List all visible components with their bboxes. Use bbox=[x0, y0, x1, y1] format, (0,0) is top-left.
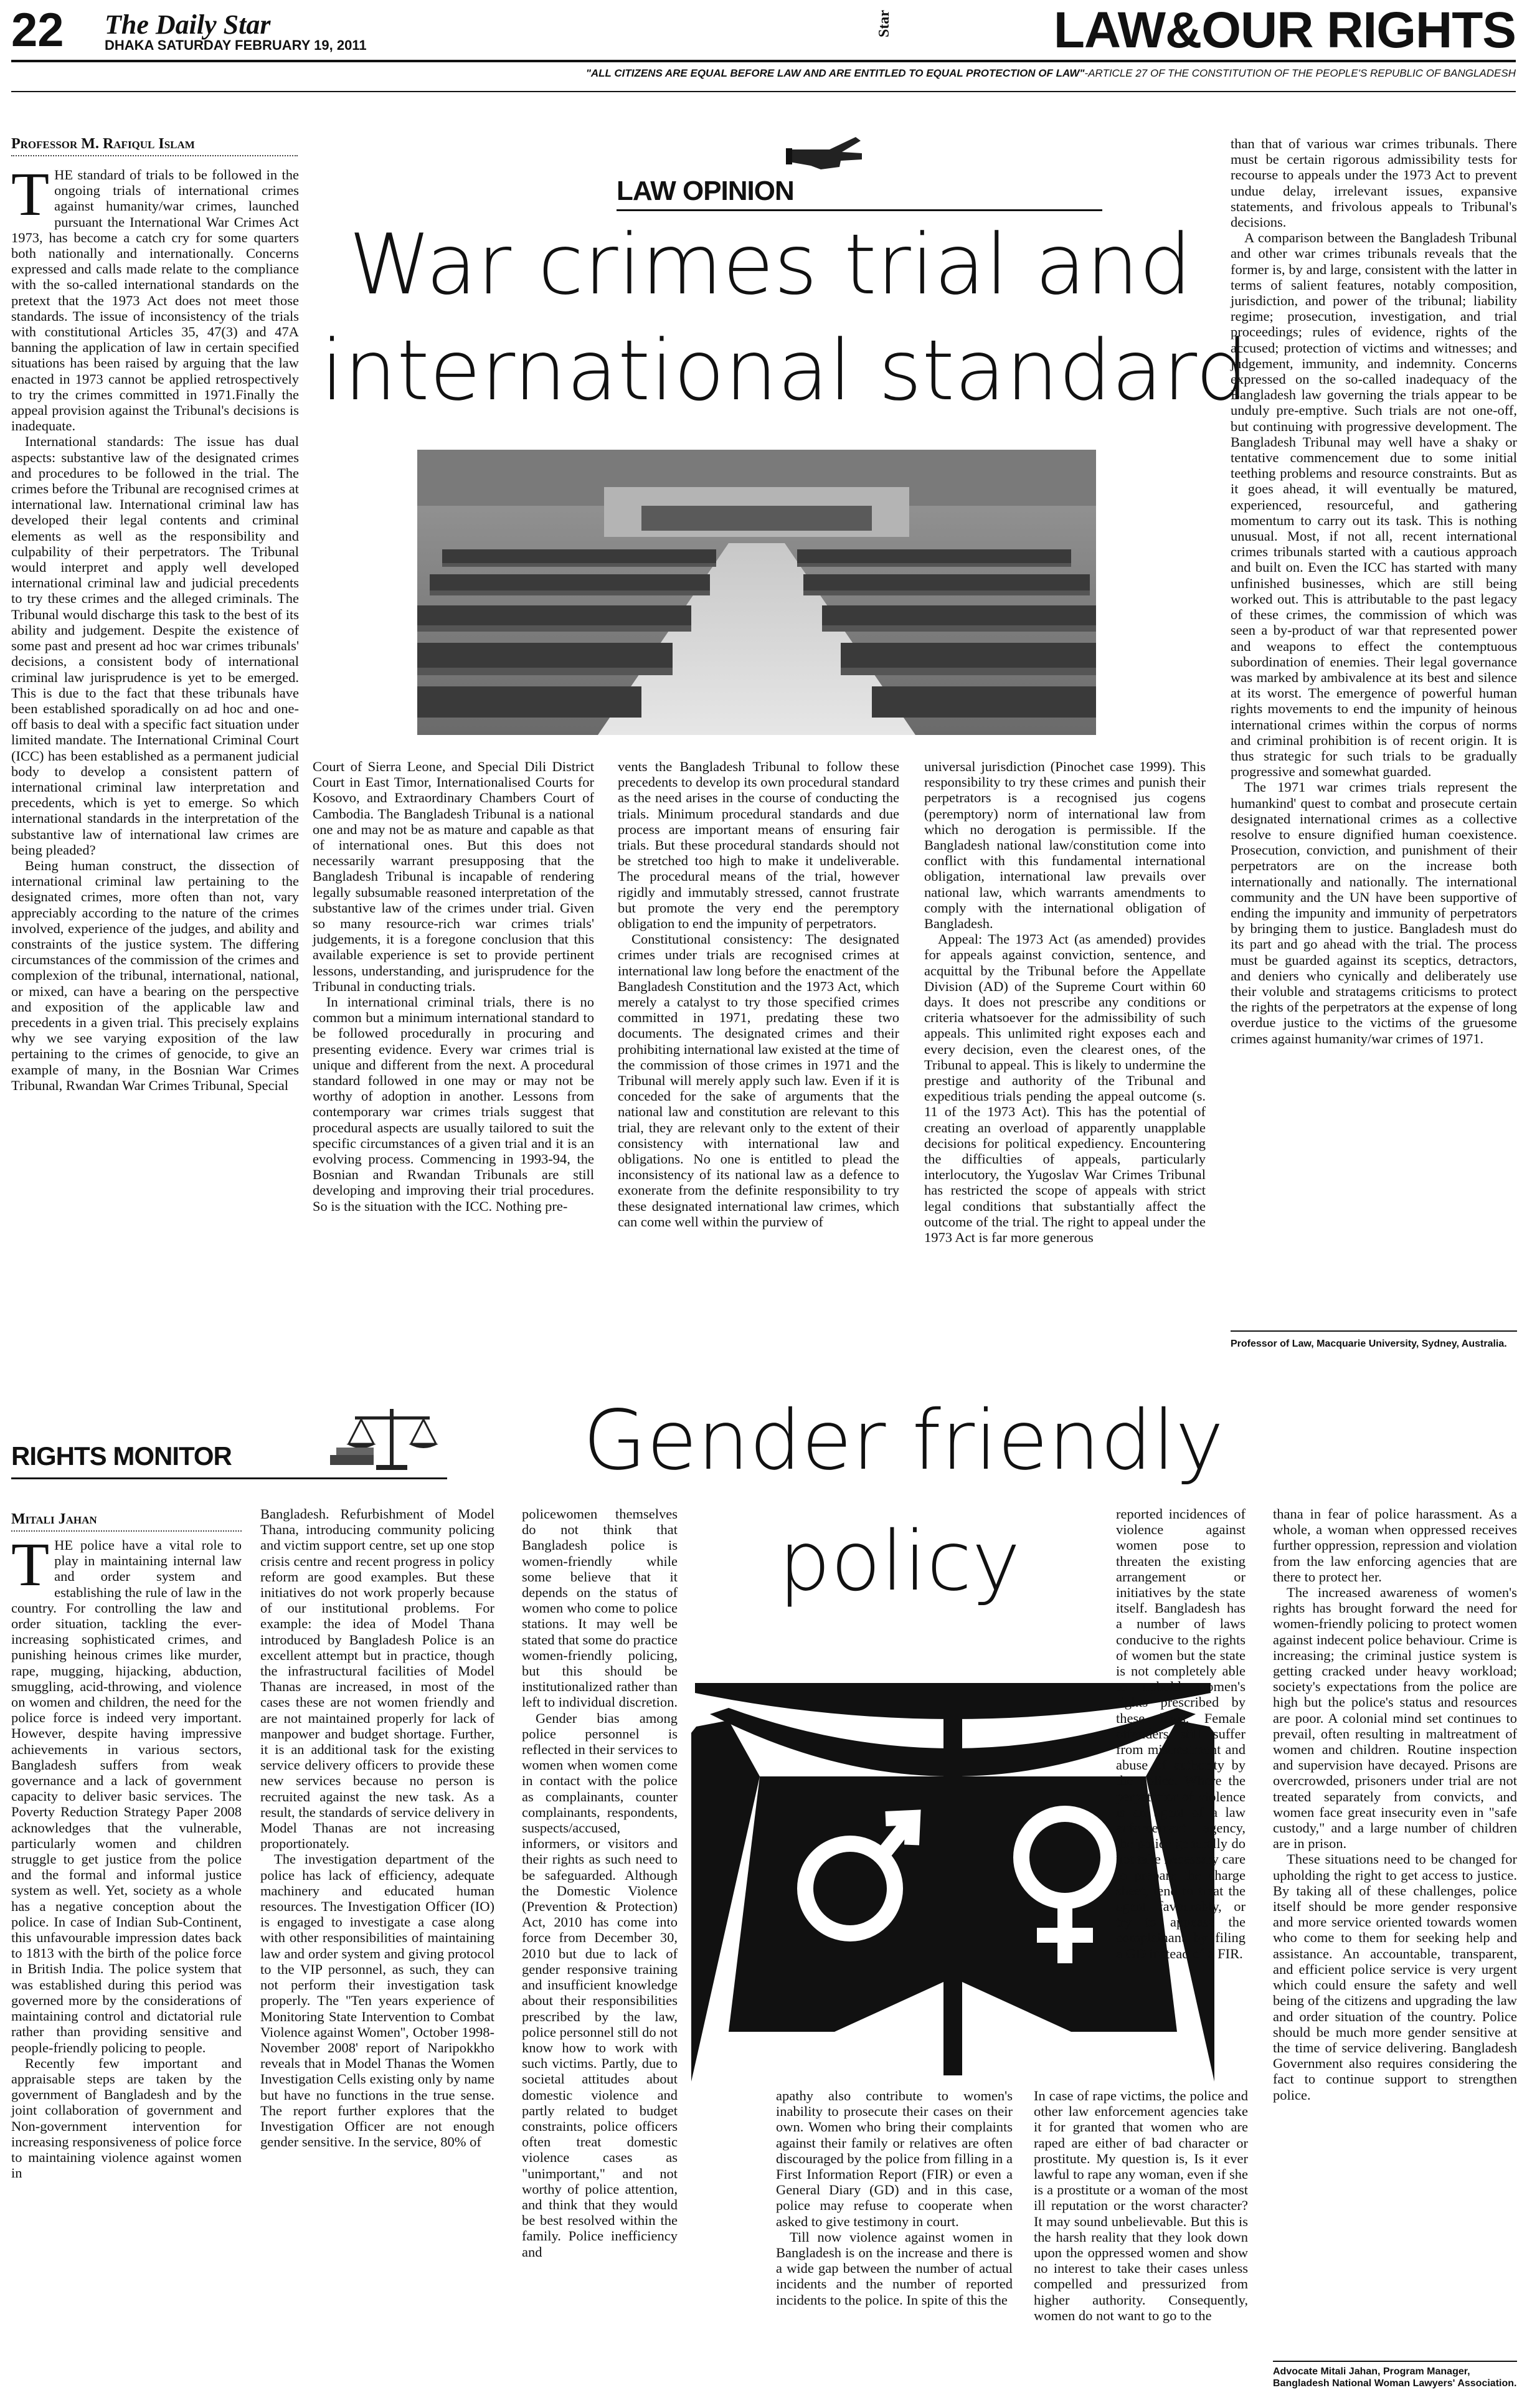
article1-column-2 bbox=[313, 759, 594, 1214]
article2-column-5b bbox=[1034, 2088, 1248, 2323]
paragraph: The increased awareness of women's rights has brought forward the need for women-friendly policing to protect women against indecent police behaviour. Crime is increasing; the criminal justice system is getting cracked under heavy workload; society's expectations from the police are high but the police's status and resources are poor. A colonial mind set continues to prevail, often resulting in maltreatment of women and children. Routine inspection and supervision have decayed. Prisons are overcrowded, prisoners under trial are not treated separately from convicts, and women face great insecurity even in "safe custody," and a large number of children are in prison. bbox=[1273, 1585, 1517, 1852]
article1-kicker: LAW OPINION bbox=[617, 176, 794, 206]
paragraph: In case of rape victims, the police and other law enforcement agencies take it for granted that women who are raped are either of bad character or prostitute. My question is, Is it ever lawful to rape any woman, even if she is a prostitute or a woman of the most ill reputation or the worst character? It may sound unbelievable. But this is the harsh reality that they look down upon the oppressed women and show no interest to take their cases unless compelled and pressurized from higher authority. Consequently, women do not want to go to the bbox=[1034, 2088, 1248, 2323]
kicker-rule bbox=[617, 209, 1102, 211]
paragraph-text: HE police have a vital role to play in maintaining internal law and order system and establishing the rule of law in the country. For controlling the law and order situation, tackling the ever-increasing sophisticated crimes, and punishing heinous crimes like murder, rape, mugging, hijacking, abduction, smuggling, acid-throwing, and violence on women and children, the need for the police force is indeed very important. However, despite having impressive achievements in various sectors, Bangladesh suffers from weak governance and a lack of government capacity to deliver basic services. The Poverty Reduction Strategy Paper 2008 acknowledges that the vulnerable, particularly women and children struggle to get justice from the police and the formal and informal justice system as well. Yet, society as a whole has a negative conception about the police. In case of Indian Sub-Continent, this unfavourable impression dates back to 1813 with the birth of the police force in British India. The police system that was established during this period was governed more by the considerations of maintaining control and dictatorial rule rather than providing sensitive and people-friendly policing to people. bbox=[11, 1537, 242, 2055]
constitution-quote bbox=[11, 67, 1516, 80]
bio-rule bbox=[1273, 2361, 1517, 2362]
article2-headline-line2: policy bbox=[778, 1514, 1021, 1609]
masthead bbox=[11, 2, 1516, 59]
section-title: LAW&OUR RIGHTS bbox=[1053, 2, 1516, 59]
dateline: DHAKA SATURDAY FEBRUARY 19, 2011 bbox=[105, 37, 367, 53]
paragraph: A comparison between the Bangladesh Tribunal and other war crimes tribunals reveals that the former is, by and large, consistent with the latter in terms of salient features, notably composition, jurisdiction, and power of the tribunal; liability regime; prosecution, investigation, and trial proceedings; rules of evidence, rights of the accused; protection of victims and witnesses; and judgement, immunity, and indemnity. Concerns expressed on the so-called inadequacy of the Bangladesh law governing the trials appear to be unduly pre-emptive. Such trials are not one-off, but continuing with progressive development. The Bangladesh Tribunal may well have a shaky or tentative commencement due to some initial teething problems and resource constraints. But as it goes ahead, it will eventually be matured, experienced, resourceful, and gathering momentum to carry out its task. This is nothing unusual. Most, if not all, recent international crimes tribunals started with a cautious approach and built on. Even the ICC has started with many unfinished businesses, which are still being worked out. This is attributable to the past legacy of these crimes, the commission of which was seen a by-product of war that represented power and weapons to effect the contemptuous subordination of enemies. Their legal governance was marked by ambivalence at its best and silence at its worst. The emergence of powerful human rights movements to end the impunity of heinous international crimes within the corpus of norms and criminal prohibition is of recent origin. It is thus strategic for such trials to be gradually progressive and somewhat guarded. bbox=[1231, 230, 1517, 780]
paragraph: than that of various war crimes tribunals. There must be certain rigorous admissibility tests for recourse to appeals under the 1973 Act to prevent undue delay, irrelevant issues, expansive statements, and frivolous appeals to Tribunal's decisions. bbox=[1231, 136, 1517, 230]
article2-author-bio: Advocate Mitali Jahan, Program Manager, Bangladesh National Woman Lawyers' Association. bbox=[1273, 2366, 1517, 2389]
paragraph: International standards: The issue has dual aspects: substantive law of the designated crimes and procedures to be followed in the trial. The crimes before the Tribunal are recognised crimes at international law. International criminal law has developed their legal contents and criminal elements as well as the responsibility and culpability of their perpetrators. The Tribunal would interpret and apply well developed international criminal law and judicial precedents to try these crimes and the alleged criminals. The Tribunal would discharge this task to the best of its ability and judgement. Despite the existence of some past and present ad hoc war crimes tribunals' decisions, a consistent body of international criminal law jurisprudence is yet to be emerged. This is due to the fact that these tribunals have been established sporadically on ad hoc and one-off basis to deal with a specific fact situation under limited mandate. The International Criminal Court (ICC) has been established as a permanent judicial body to develop a consistent pattern of international criminal law interpretation and precedents, which is yet to emerge. So which international standards in the interpretation of the substantive law of international law crimes are being pleaded? bbox=[11, 434, 299, 858]
paragraph: reported incidences of violence against women pose to threaten the existing arrangement or initiatives by the state itself. Bangladesh has a number of laws conducive to the rights of women but the state is not completely able to uphold women's rights prescribed by these laws. Female offenders still suffer from mistreatment and abuse of authority by the police. Where the perpetrator of violence is an agent of a law enforcement agency, the police generally do not take necessary care to prepare the charge sheet, tend to treat the agent favourably, or try to appease the complainant by filing a GD instead of a FIR. bbox=[1116, 1506, 1246, 1961]
paragraph: thana in fear of police harassment. As a whole, a woman when oppressed receives further oppression, repression and violation from the law enforcing agencies that are there to protect her. bbox=[1273, 1506, 1517, 1585]
newspaper-brand: The Daily Star bbox=[105, 9, 271, 40]
dropcap: T bbox=[11, 1530, 50, 1599]
paragraph: Appeal: The 1973 Act (as amended) provides for appeals against conviction, sentence, and acquittal by the Tribunal before the Appellate Division (AD) of the Supreme Court within 60 days. It does not prescribe any conditions or criteria whatsoever for the admissibility of such appeals. This unlimited right exposes each and every decision, even the clearest ones, of the Tribunal to appeal. This is likely to undermine the prestige and authority of the Tribunal and expeditious trials pending the appeal outcome (s. 11 of the 1973 Act). This has the potential of creating an overload of apparently unapplable decisions for political expediency. Encountering the difficulties of appeals, particularly interlocutory, the Yugoslav War Crimes Tribunal has restricted the scope of appeals with strict legal conditions that substantially affect the outcome of the trial. The right to appeal under the 1973 Act is far more generous bbox=[924, 931, 1206, 1246]
courtroom-photo-icon bbox=[417, 450, 1096, 735]
star-mark: Star bbox=[876, 10, 892, 37]
paragraph: Constitutional consistency: The designated crimes under trials are recognised crimes at international law long before the enactment of the Bangladesh Constitution and the 1973 Act, which merely a catalyst to try those specified crimes committed in 1971, predating these two documents. The designated crimes and their prohibiting international law existed at the time of the commission of those crimes in 1971 and the Tribunal will merely apply such law. Even if it is conceded for the sake of arguments that the national law and constitution are relevant to this trial, they are relevant only to the extent of their consistency with international law and obligations. No one is entitled to plead the inconsistency of its national law as a defence to exonerate from the definite responsibility to try these designated international law crimes, which can come well within the purview of bbox=[618, 931, 899, 1230]
paragraph: policewomen themselves do not think that Bangladesh police is women-friendly while some believe that it depends on the status of women who come to police stations. It may well be stated that some do practice women-friendly policing, but this should be institutionalized rather than left to individual discretion. bbox=[522, 1506, 678, 1710]
article1-headline-line1: War crimes trial and bbox=[349, 216, 1193, 313]
paragraph: apathy also contribute to women's inability to prosecute their cases on their own. Women who bring their complaints against their family or relatives are often discouraged by the police from filling in a First Information Report (FIR) or even a General Diary (GD) and in this case, police may refuse to cooperate when asked to give testimony in court. bbox=[776, 2088, 1013, 2229]
paragraph: Being human construct, the dissection of international criminal law pertaining to the designated crimes, more often than not, vary appreciably according to the nature of the crimes involved, experience of the judges, and ability and constraints of the justice system. The differing circumstances of the commission of the crimes and complexion of the tribunal, international, national, or mixed, can have a bearing on the perspective and exposition of the applicable law and precedents in a given trial. This precisely explains why we see varying exposition of the law pertaining to the crimes of genocide, to give an example of many, in the Bosnian War Crimes Tribunal, Rwandan War Crimes Tribunal, Special bbox=[11, 857, 299, 1093]
article1-headline-line2: international standard bbox=[321, 322, 1249, 419]
article1-column-4 bbox=[924, 759, 1206, 1245]
paragraph: Bangladesh. Refurbishment of Model Thana, introducing community policing and victim support centre, set up one stop crisis centre and recent progress in policy reform are good examples. But these initiatives do not work properly because of our institutional problems. For example: the idea of Model Thana introduced by Bangladesh Police is an excellent attempt but in practice, though the infrastructural facilities of Model Thanas are increased, in most of the cases these are not women friendly and are not maintained properly for lack of manpower and budget shortage. Further, it is an additional task for the existing service delivery officers to provide these new services because no person is recruited against the new task. As a result, the standards of service delivery in Model Thanas are not increasing proportionately. bbox=[260, 1506, 494, 1852]
courtroom-photo bbox=[417, 450, 1096, 735]
paragraph: The investigation department of the police has lack of efficiency, adequate machinery and educated human resources. The Investigation Officer (IO) is engaged to investigate a case along with other responsibilities of maintaining law and order system and giving protocol to the VIP personnel, as such, they can not perform their investigation task properly. The ''Ten years experience of Monitoring State Intervention to Combat Violence against Women'', October 1998-November 2008' report of Naripokkho reveals that in Model Thanas the Women Investigation Cells existing only by name but have no functions in the true sense. The report further explores that the Investigation Officer are not enough gender sensitive. In the service, 80% of bbox=[260, 1851, 494, 2150]
article1-column-5 bbox=[1231, 136, 1517, 1046]
article1-column-3 bbox=[618, 759, 899, 1230]
quote-text: "ALL CITIZENS ARE EQUAL BEFORE LAW AND ARE ENTITLED TO EQUAL PROTECTION OF LAW" bbox=[585, 67, 1085, 79]
paragraph bbox=[11, 159, 299, 434]
paragraph: Court of Sierra Leone, and Special Dili District Court in East Timor, Internationalised Courts for Kosovo, and Extraordinary Chambers Court of Cambodia. The Bangladesh Tribunal is a national one and may not be as mature and capable as that of international ones. But this does not necessarily warrant presupposing that the Bangladesh Tribunal is incapable of rendering legally subsumable reasoned interpretation of the substantive law of the crimes under trial. Given so many resource-rich war crimes trials' judgements, it is a foregone conclusion that this available experience is set to provide pertinent lessons, understanding, and jurisprudence for the Tribunal in conducting trials. bbox=[313, 759, 594, 994]
paragraph: universal jurisdiction (Pinochet case 1999). This responsibility to try these crimes and punish their perpetrators is a recognised jus cogens (peremptory) norm of international law from which no derogation is permissible. If the Bangladesh national law/constitution come into conflict with this fundamental international obligation, international law prevails over national law, which warrants amendments to comply with the international obligation of Bangladesh. bbox=[924, 759, 1206, 932]
paragraph-text: HE standard of trials to be followed in the ongoing trials of international crimes against humanity/war crimes, launched pursuant the International War Crimes Act 1973, has become a catch cry for some quarters both nationally and internationally. Concerns expressed and calls made relate to the compliance with the so-called international standards on the pretext that the 1973 Act does not meet those standards. The issue of inconsistency of the trials with constitutional Articles 35, 47(3) and 47A banning the application of law in certain specified situations has been raised by arguing that the law enacted in 1973 cannot be applied retrospectively to try the crimes committed in 1971.Finally the appeal provision against the Tribunal's decisions is inadequate. bbox=[11, 167, 299, 434]
masthead-rule bbox=[11, 60, 1516, 62]
article2-column-3 bbox=[522, 1506, 678, 2260]
paragraph: These situations need to be changed for upholding the right to get access to justice. By taking all of these challenges, police itself should be more gender responsive and more service oriented towards women who come to them for seeking help and assistance. An accountable, transparent, and efficient police service is very urgent which could ensure the safety and well being of the citizens and upgrading the law and order situation of the country. Police should be much more gender sensitive at the time of service delivering. Bangladesh Government also requires considering the fact to continue support to strengthen police. bbox=[1273, 1851, 1517, 2103]
paragraph: In international criminal trials, there is no common but a minimum international standard to be followed procedurally in procuring and presenting evidence. Every war crimes trial is unique and different from the next. A procedural standard followed in one may or may not be worthy of adoption in another. Lessons from contemporary war crimes trials suggest that procedural aspects are usually tailored to suit the specific circumstances of a given trial and it is an evolving process. Commencing in 1993-94, the Bosnian and Rwandan Tribunals are still developing and improving their trial procedures. So is the situation with the ICC. Nothing pre- bbox=[313, 994, 594, 1214]
article2-column-5a bbox=[1116, 1506, 1246, 1961]
article2-byline: Mitali Jahan bbox=[11, 1511, 242, 1532]
bio-rule bbox=[1231, 1330, 1517, 1332]
paragraph: Recently few important and appraisable steps are taken by the government of Bangladesh and by the joint collaboration of government and Non-government intervention for increasing responsiveness of police force to maintaining violence against women in bbox=[11, 2055, 242, 2181]
article2-column-1 bbox=[11, 1530, 242, 2181]
article2-headline-line1: Gender friendly bbox=[583, 1393, 1224, 1489]
article1-byline: Professor M. Rafiqul Islam bbox=[11, 136, 298, 156]
paragraph: Till now violence against women in Bangladesh is on the increase and there is a wide gap between the number of actual incidents and the number of reported incidents to the police. In spite of this the bbox=[776, 2229, 1013, 2308]
quote-citation: -ARTICLE 27 OF THE CONSTITUTION OF THE PEOPLE'S REPUBLIC OF BANGLADESH bbox=[1084, 67, 1516, 79]
article2-column-6 bbox=[1273, 1506, 1517, 2103]
page-number: 22 bbox=[11, 4, 64, 57]
paragraph bbox=[11, 1530, 242, 2055]
paragraph: vents the Bangladesh Tribunal to follow these precedents to develop its own procedural standard as the need arises in the course of conducting the trials. Minimum procedural standards and due process are important means of ensuring fair trials. But these procedural standards should not be stretched too high to make it undeliverable. The procedural means of the trial, however rigidly and immutably stressed, cannot frustrate but promote the very end the peremptory obligation to end the impunity of perpetrators. bbox=[618, 759, 899, 932]
article1-author-bio: Professor of Law, Macquarie University, Sydney, Australia. bbox=[1231, 1339, 1507, 1349]
article2-column-2 bbox=[260, 1506, 494, 2150]
paragraph: The 1971 war crimes trials represent the humankind' quest to combat and prosecute certain designated international crimes as a collective resolve to ensure dignified human coexistence. Prosecution, conviction, and punishment of their perpetrators are on the increase both internationally and nationally. The international community and the UN have been supportive of ending the impunity and immunity of perpetrators by bringing them to justice. Bangladesh must do its part and go ahead with the trial. The process must be guarded against its sceptics, detractors, and deniers who cynically and deliberately use their voluble and stratagems criticisms to protect the rights of the perpetrators at the expense of long overdue justice to the victims of the gruesome crimes against humanity/war crimes of 1971. bbox=[1231, 779, 1517, 1046]
article2-kicker: RIGHTS MONITOR bbox=[11, 1441, 232, 1471]
quote-rule bbox=[11, 91, 1516, 92]
article2-column-4 bbox=[776, 2088, 1013, 2308]
pointing-hand-icon bbox=[786, 131, 873, 178]
article1-column-1 bbox=[11, 159, 299, 1093]
scales-of-justice-icon bbox=[330, 1400, 455, 1478]
paragraph: Gender bias among police personnel is reflected in their services to women when women come in contact with the police as complainants, counter complainants, respondents, suspects/accused, informers, or visitors and their rights as such need to be safeguarded. Although the Domestic Violence (Prevention & Protection) Act, 2010 has come into force from December 30, 2010 but due to lack of gender responsive training and insufficient knowledge about their responsibilities prescribed by the law, police personnel still do not know how to work with such victims. Partly, due to societal attitudes about domestic violence and partly related to budget constraints, police officers often treat domestic violence cases as "unimportant," and not worthy of police attention, and think that they would be best resolved within the family. Police inefficiency and bbox=[522, 1710, 678, 2260]
dropcap: T bbox=[11, 159, 50, 229]
